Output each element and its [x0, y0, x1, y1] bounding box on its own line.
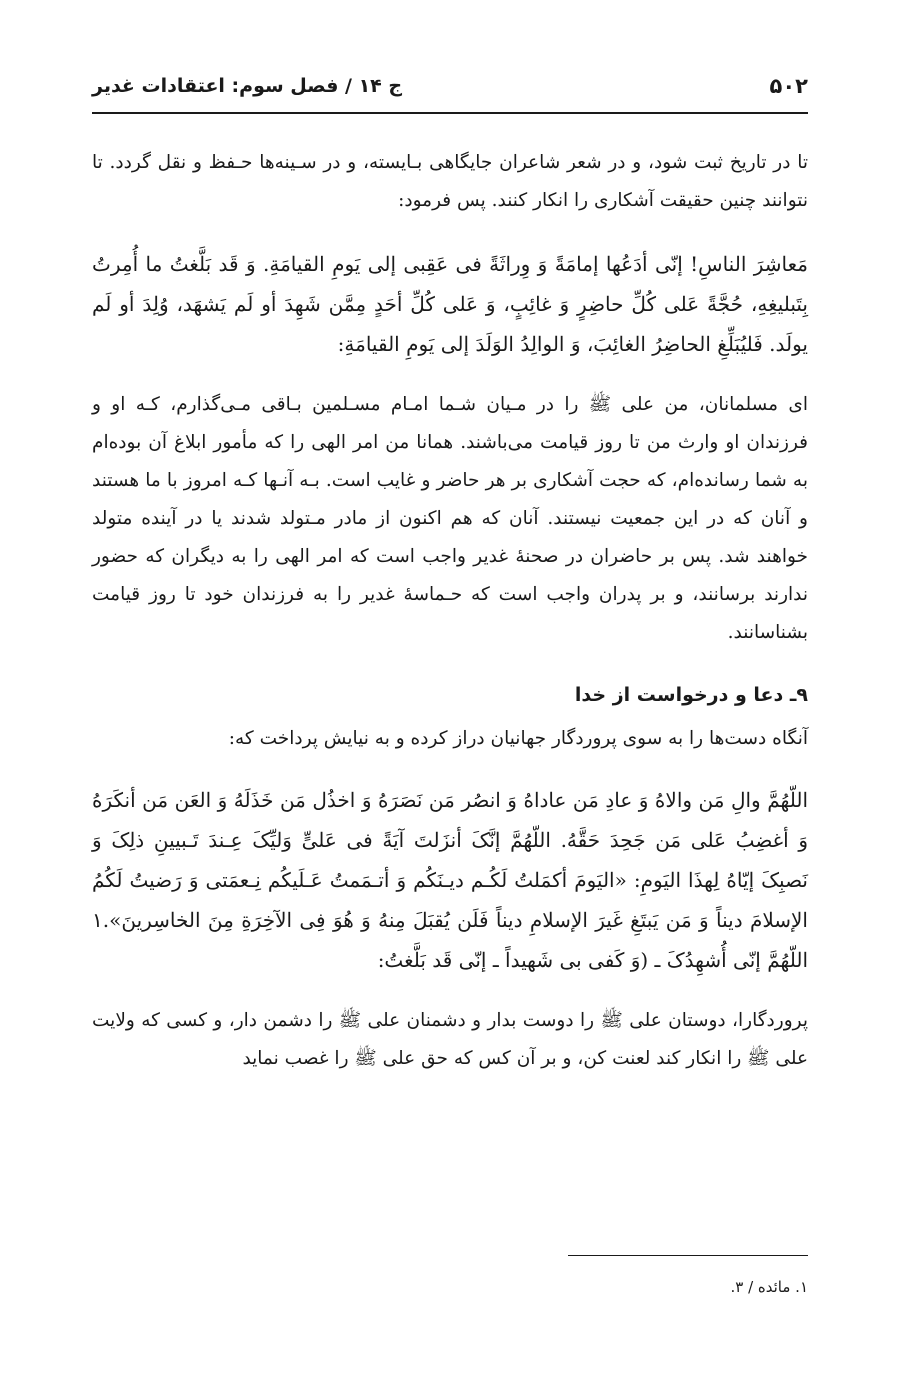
paragraph-translation: ای مسلمانان، من علی ﷺ را در مـیان شـما امـام مسـلمین بـاقی مـی‌گذارم، کـه او و فرزندان او وارث من تا روز قیامت می‌باشند. همانا من امر الهی را که مأمور ابلاغ آن بوده‌ام به شما رسانده‌ام، که حجت آشکاری بر هر حاضر و غایب است. بـه آنـها کـه امروز با ما هستند و آنان که در این جمعیت نیستند. آنان که هم اکنون از مادر مـتولد شدند یا در آینده متولد خواهند شد. پس بر حاضران در صحنهٔ غدیر واجب است که امر الهی را به دیگران که حضور ندارند برسانند، و بر پدران واجب است که حـماسهٔ غدیر را به فرزندان خود تا روز قیامت بشناسانند.	[92, 394, 808, 643]
footnote: ۱. مائده / ۳.	[730, 1278, 808, 1296]
running-title: ج ۱۴ / فصل سوم: اعتقادات غدیر	[92, 75, 403, 97]
arabic-prayer-quote: اللّهُمَّ والِ مَن والاهُ وَ عادِ مَن عاداهُ وَ انصُر مَن نَصَرَهُ وَ اخذُل مَن خَذَلَهُ وَ العَن مَن أنکَرَهُ وَ أغضِبُ عَلی مَن جَحِدَ حَقَّهُ. اللّهُمَّ إنَّکَ أنزَلتَ آیَةً فی عَلیٍّ وَلیِّکَ عِـندَ تَـبیینِ ذلِکَ وَ نَصبِکَ إیّاهُ لِهذَا الیَومِ: «الیَومَ أکمَلتُ لَکُـم دیـنَکُم وَ أتـمَمتُ عَـلَیکُم نِـعمَتی وَ رَضیتُ لَکُمُ الإسلامَ دیناً وَ مَن یَبتَغِ غَیرَ الإسلامِ دیناً فَلَن یُقبَلَ مِنهُ وَ هُوَ فِی الآخِرَةِ مِنَ الخاسِرینَ».١ اللّهُمَّ إنّی أُشهِدُکَ ـ (وَ کَفی بی شَهیداً ـ إنّی قَد بَلَّغتُ:	[92, 788, 808, 972]
section-heading: ۹ـ دعا و درخواست از خدا	[574, 684, 808, 706]
section-intro: آنگاه دست‌ها را به سوی پروردگار جهانیان دراز کرده و به نیایش پرداخت که:	[228, 728, 808, 749]
running-header	[92, 60, 808, 114]
page-number: ۵۰۲	[769, 74, 808, 98]
footnote-divider	[568, 1255, 808, 1256]
paragraph-prayer-translation: پروردگارا، دوستان علی ﷺ را دوست بدار و دشمنان علی ﷺ را دشمن دار، و کسی که ولایت علی ﷺ را انکار کند لعنت کن، و بر آن کس که حق علی ﷺ را غصب نماید	[92, 1010, 808, 1069]
body-text	[92, 144, 808, 1078]
paragraph-intro: تا در تاریخ ثبت شود، و در شعر شاعران جایگاهی بـایسته، و در سـینه‌ها حـفظ و نقل گردد. تا نتوانند چنین حقیقت آشکاری را انکار کنند. پس فرمود:	[92, 152, 808, 211]
arabic-sermon-quote: مَعاشِرَ الناسِ! إنّی أدَعُها إمامَةً وَ وِراثَةً فی عَقِبی إلی یَومِ القیامَةِ. وَ قَد بَلَّغتُ ما أُمِرتُ بِتَبلیغِهِ، حُجَّةً عَلی کُلِّ حاضِرٍ وَ غائِبٍ، وَ عَلی کُلِّ أحَدٍ مِمَّن شَهِدَ أو لَم یَشهَد، وُلِدَ أو لَم یولَد. فَلیُبَلِّغِ الحاضِرُ الغائِبَ، وَ الوالِدُ الوَلَدَ إلی یَومِ القیامَةِ:	[92, 252, 808, 356]
book-page	[92, 60, 808, 1350]
